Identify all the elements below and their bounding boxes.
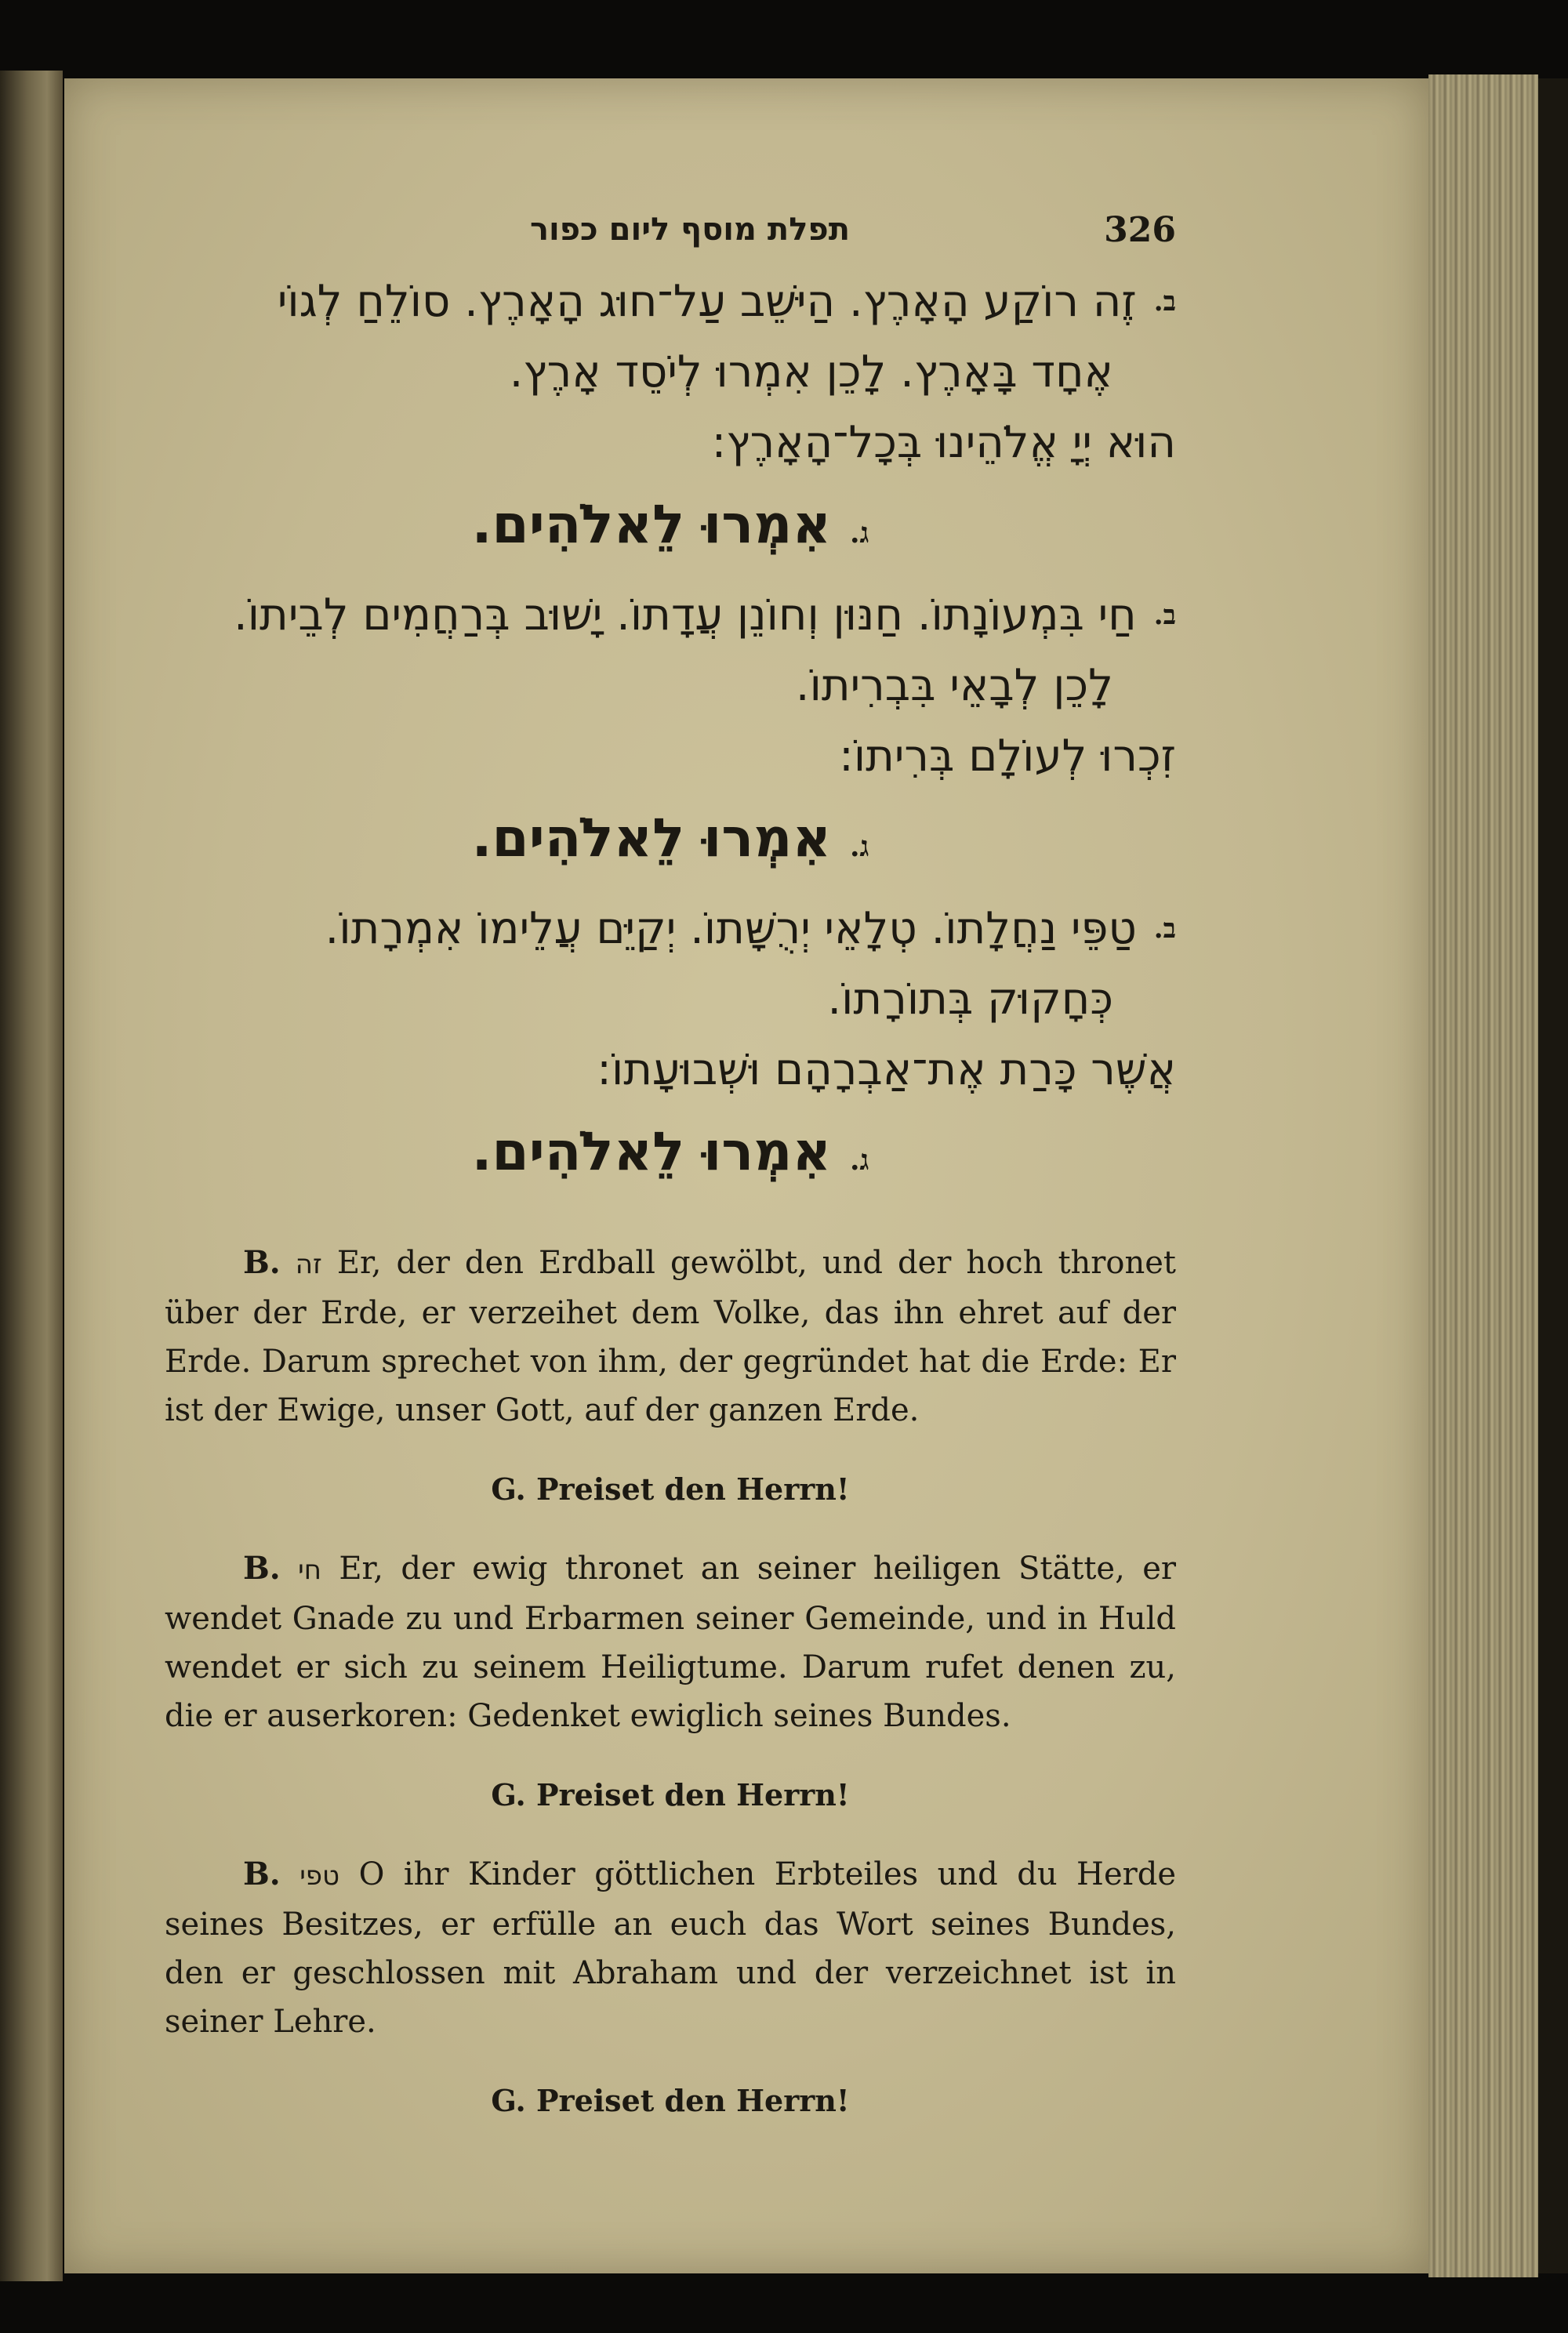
- german-translation: [165, 1239, 1176, 2124]
- german-response: G. Preiset den Herrn!: [491, 2083, 850, 2118]
- hebrew-stanza-3: [165, 894, 1176, 1207]
- congregation-response: [165, 1105, 1176, 1207]
- hebrew-response-line: הוּא יְיָ אֱלֹהֵינוּ בְּכָל־הָאָרֶץ:: [711, 417, 1176, 468]
- reader-marker: ב.: [1153, 286, 1176, 317]
- hebrew-stanza-2: [165, 580, 1176, 894]
- congregation-marker: ג.: [849, 517, 869, 550]
- page-header: [165, 204, 1176, 267]
- hebrew-line: אֶחָד בָּאָרֶץ. לָכֵן אִמְרוּ לְיֹסֵד אָרֶץ.: [509, 347, 1113, 397]
- reader-marker: B.: [243, 1244, 281, 1281]
- running-title: תפלת מוסף ליום כפור: [529, 212, 851, 248]
- page-edges: [1428, 74, 1538, 2277]
- german-paragraph-1: [165, 1239, 1176, 1435]
- german-response: G. Preiset den Herrn!: [491, 1471, 850, 1507]
- hebrew-response-line: אֲשֶׁר כָּרַת אֶת־אַבְרָהָם וּשְׁבוּעָתוֹ:: [597, 1044, 1176, 1095]
- hebrew-line-text: זֶה רוֹקַע הָאָרֶץ. הַיּשֵׁב עַל־חוּג הָאָרֶץ. סוֹלֵחַ לְגוֹי: [277, 276, 1137, 327]
- page-content: [165, 204, 1176, 2142]
- congregation-response: [165, 478, 1176, 580]
- reader-marker: ב.: [1153, 600, 1176, 631]
- hebrew-line: כְּחָקוּק בְּתוֹרָתוֹ.: [827, 974, 1113, 1025]
- page-number: 326: [1104, 210, 1176, 250]
- hebrew-line: [165, 894, 1176, 964]
- hebrew-response-line: זִכְרוּ לְעוֹלָם בְּרִיתוֹ:: [838, 731, 1176, 782]
- hebrew-line: לָכֵן לְבָאֵי בִּבְרִיתוֹ.: [795, 660, 1113, 711]
- hebrew-line: [165, 580, 1176, 651]
- amru-text: אִמְרוּ לֵאלֹהִים.: [471, 494, 831, 556]
- congregation-response: [165, 792, 1176, 894]
- reader-marker: B.: [243, 1550, 281, 1587]
- german-paragraph-2: [165, 1544, 1176, 1740]
- hebrew-keyword: זה: [295, 1249, 322, 1280]
- german-response: G. Preiset den Herrn!: [491, 1777, 850, 1812]
- reader-marker: ב.: [1153, 913, 1176, 945]
- hebrew-line-text: חַי בִּמְעוֹנָתוֹ. חַנּוּן וְחוֹנֵן עֲדָתוֹ. יָשׁוּב בְּרַחֲמִים לְבֵיתוֹ.: [233, 590, 1137, 640]
- congregation-marker: ג.: [849, 1144, 869, 1177]
- amru-text: אִמְרוּ לֵאלֹהִים.: [471, 807, 831, 869]
- hebrew-stanza-1: [165, 267, 1176, 580]
- hebrew-line: [165, 267, 1176, 337]
- german-paragraph-3: [165, 1850, 1176, 2046]
- reader-marker: B.: [243, 1856, 281, 1892]
- edge-shadow: [1538, 78, 1568, 2273]
- paragraph-text: Er, der ewig thronet an seiner heiligen Stätte, er wendet Gnade zu und Erbarmen seiner Gemeinde, und in Huld wendet er sich zu seinem Heiligtume. Darum rufet denen zu, die er auserkoren: Gedenket ewiglich seines Bundes.: [165, 1551, 1176, 1734]
- hebrew-line-text: טַפֵּי נַחֲלָתוֹ. טְלָאֵי יְרֻשָּׁתוֹ. יְקַיֵּם עֲלֵימוֹ אִמְרָתוֹ.: [325, 903, 1137, 954]
- paragraph-text: O ihr Kinder göttlichen Erbteiles und du Herde seines Besitzes, er erfülle an euch das Wort seines Bundes, den er geschlossen mit Abraham und der verzeichnet ist in seiner Lehre.: [165, 1856, 1177, 2040]
- hebrew-keyword: טפי: [299, 1860, 340, 1892]
- paragraph-text: Er, der den Erdball gewölbt, und der hoch thronet über der Erde, er verzeihet dem Volke, das ihn ehret auf der Erde. Darum sprechet von ihm, der gegründet hat die Erde: Er ist der Ewige, unser Gott, auf der ganzen Erde.: [165, 1245, 1177, 1428]
- left-page-edge: [0, 71, 63, 2281]
- amru-text: אִמְרוּ לֵאלֹהִים.: [471, 1121, 831, 1183]
- congregation-marker: ג.: [849, 830, 869, 863]
- hebrew-keyword: חי: [298, 1555, 321, 1586]
